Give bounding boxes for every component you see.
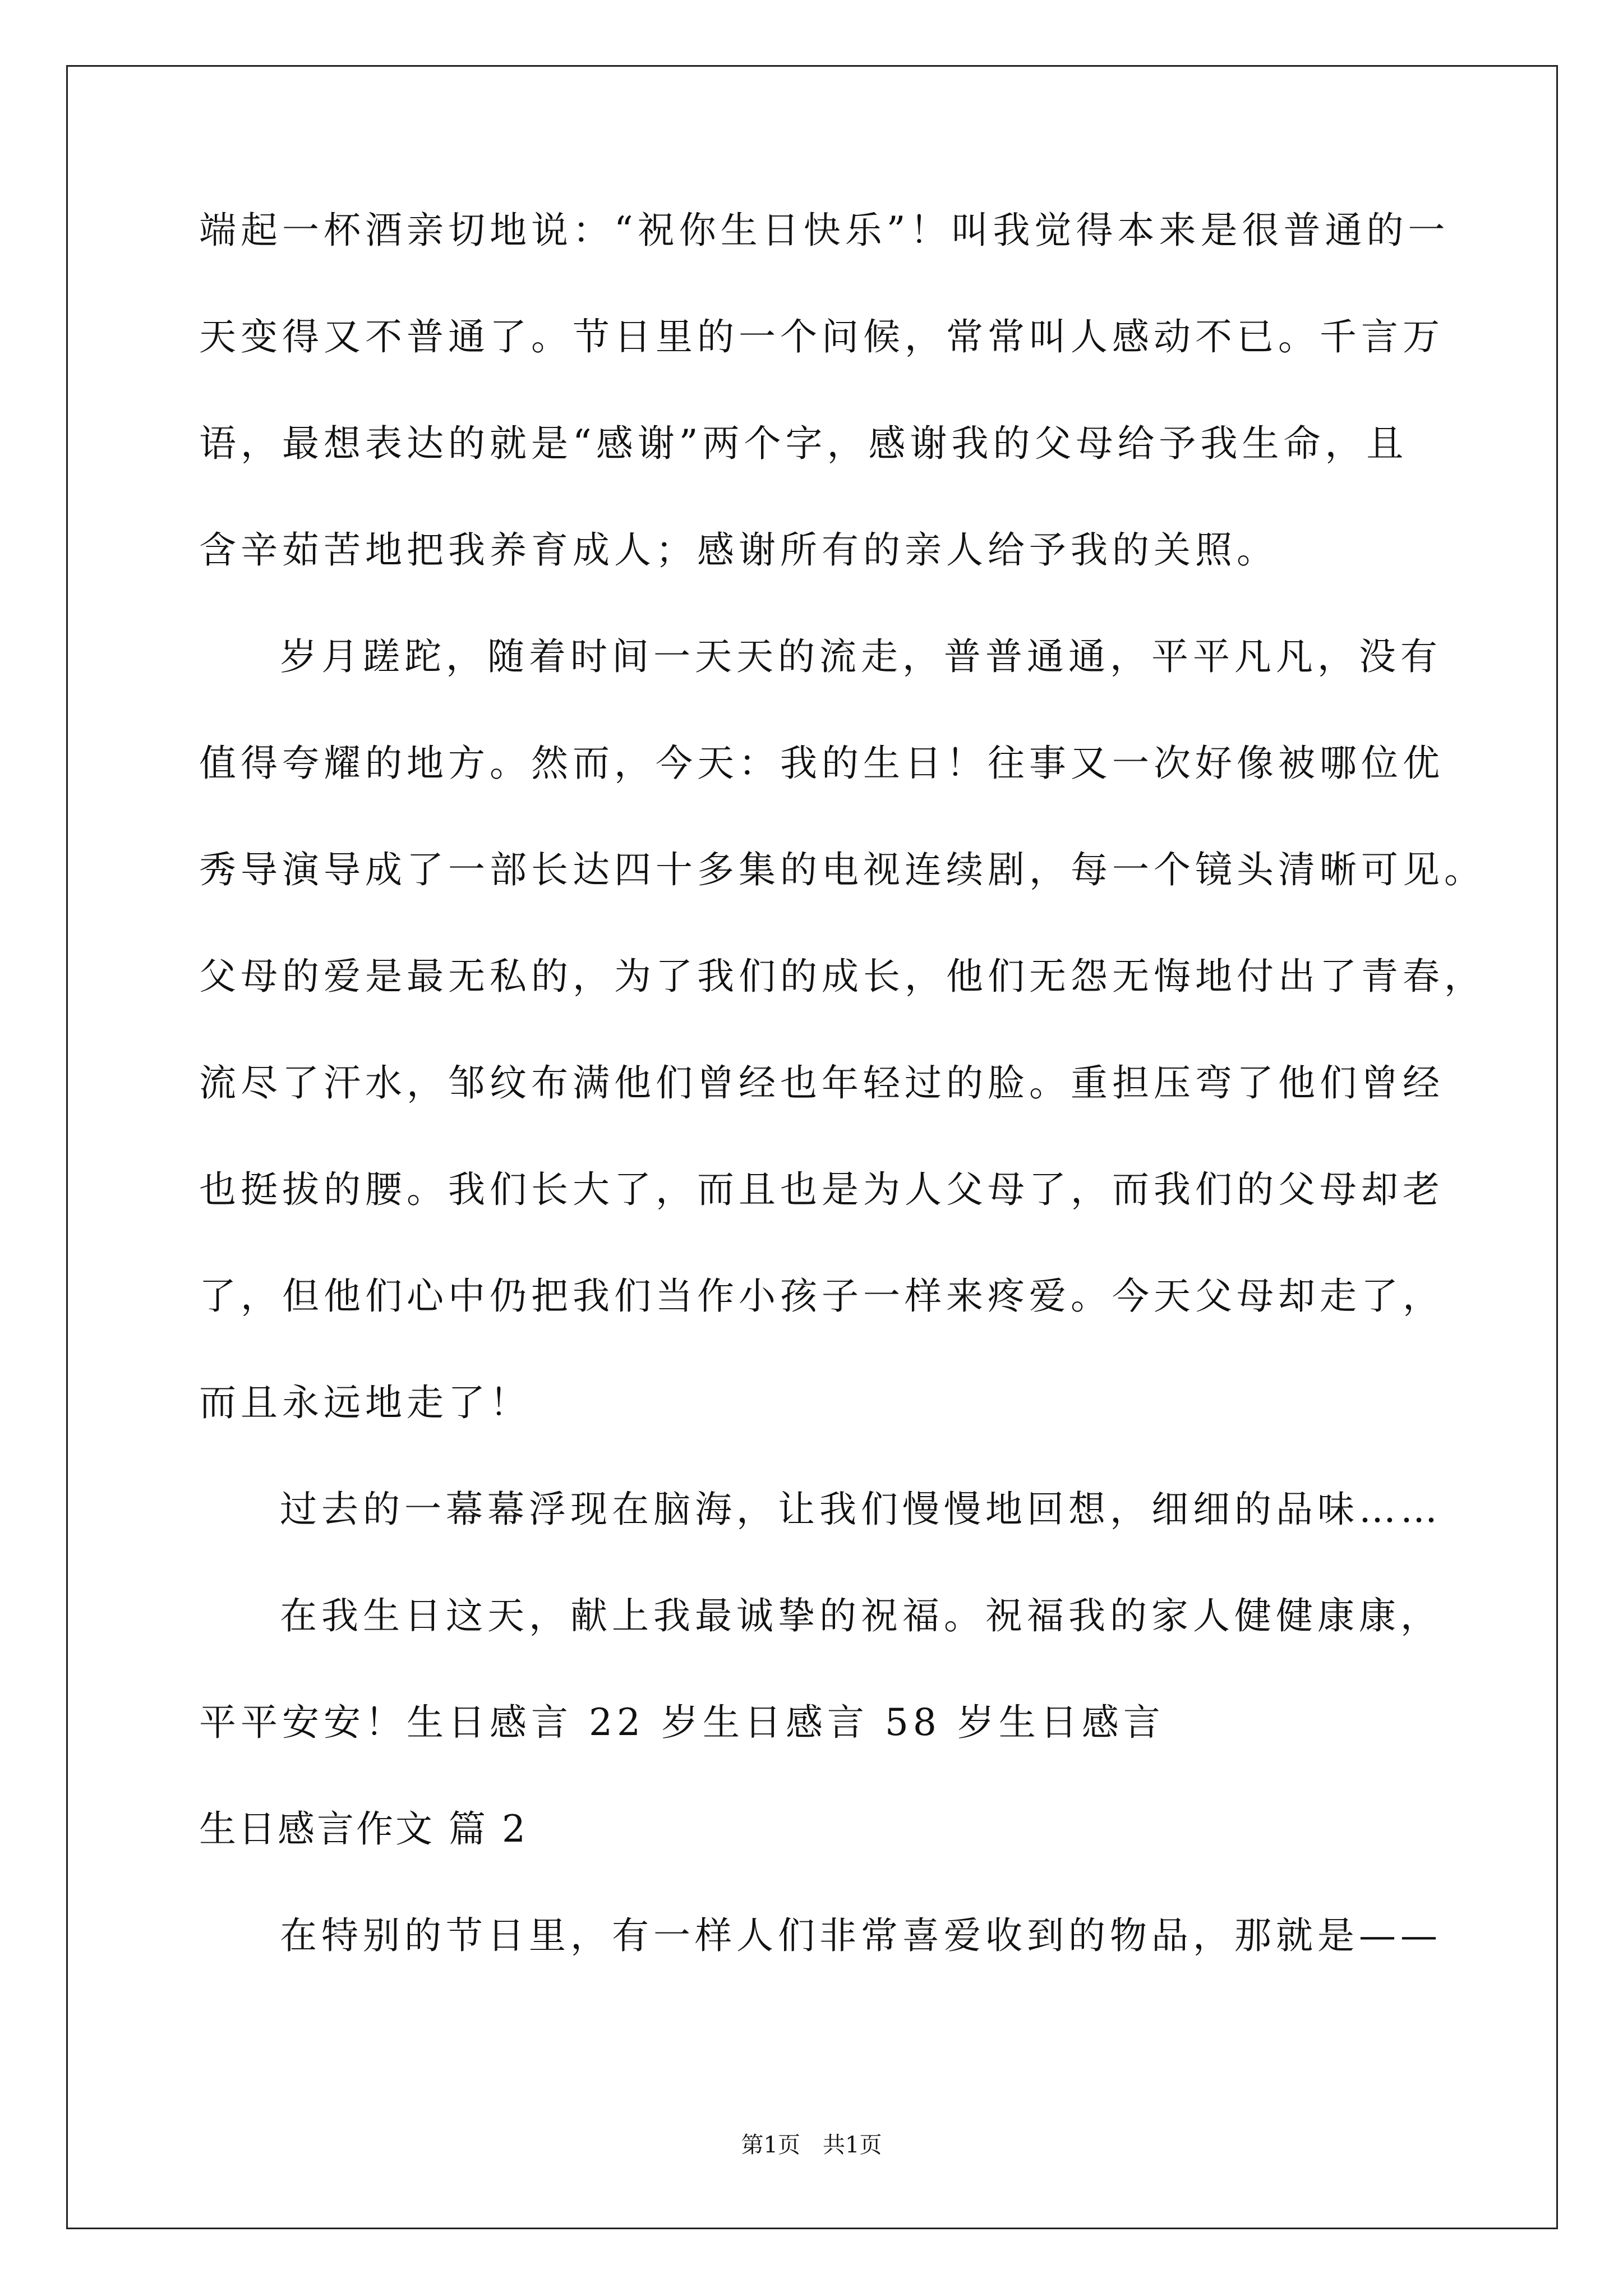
- paragraph-line: 岁月蹉跎，随着时间一天天的流走，普普通通，平平凡凡，没有: [280, 635, 1442, 678]
- section-heading: 生日感言作文 篇 2: [199, 1807, 528, 1851]
- paragraph-line: 在特别的节日里，有一样人们非常喜爱收到的物品，那就是——: [280, 1914, 1442, 1957]
- paragraph-line: 语，最想表达的就是“感谢”两个字，感谢我的父母给予我生命，且: [199, 422, 1408, 465]
- paragraph-line: 流尽了汗水，邹纹布满他们曾经也年轻过的脸。重担压弯了他们曾经: [199, 1061, 1444, 1105]
- paragraph-line: 端起一杯酒亲切地说：“祝你生日快乐”！叫我觉得本来是很普通的一: [199, 209, 1450, 252]
- paragraph-line: 值得夸耀的地方。然而，今天：我的生日！往事又一次好像被哪位优: [199, 742, 1444, 785]
- paragraph-line: 而且永远地走了！: [199, 1381, 531, 1424]
- paragraph-line: 父母的爱是最无私的，为了我们的成长，他们无怨无悔地付出了青春，: [199, 955, 1486, 998]
- paragraph-line: 在我生日这天，献上我最诚挚的祝福。祝福我的家人健健康康，: [280, 1594, 1442, 1637]
- paragraph-line: 过去的一幕幕浮现在脑海，让我们慢慢地回想，细细的品味……: [280, 1488, 1442, 1531]
- paragraph-line: 含辛茹苦地把我养育成人；感谢所有的亲人给予我的关照。: [199, 528, 1278, 572]
- paragraph-line: 秀导演导成了一部长达四十多集的电视连续剧，每一个镜头清晰可见。: [199, 848, 1486, 891]
- page-border: [66, 65, 1558, 2229]
- paragraph-line: 天变得又不普通了。节日里的一个问候，常常叫人感动不已。千言万: [199, 315, 1444, 358]
- paragraph-line: 平平安安！生日感言 22 岁生日感言 58 岁生日感言: [199, 1701, 1165, 1744]
- page-footer: 第1页 共1页: [741, 2132, 882, 2158]
- paragraph-line: 也挺拔的腰。我们长大了，而且也是为人父母了，而我们的父母却老: [199, 1168, 1444, 1211]
- paragraph-line: 了，但他们心中仍把我们当作小孩子一样来疼爱。今天父母却走了，: [199, 1274, 1444, 1318]
